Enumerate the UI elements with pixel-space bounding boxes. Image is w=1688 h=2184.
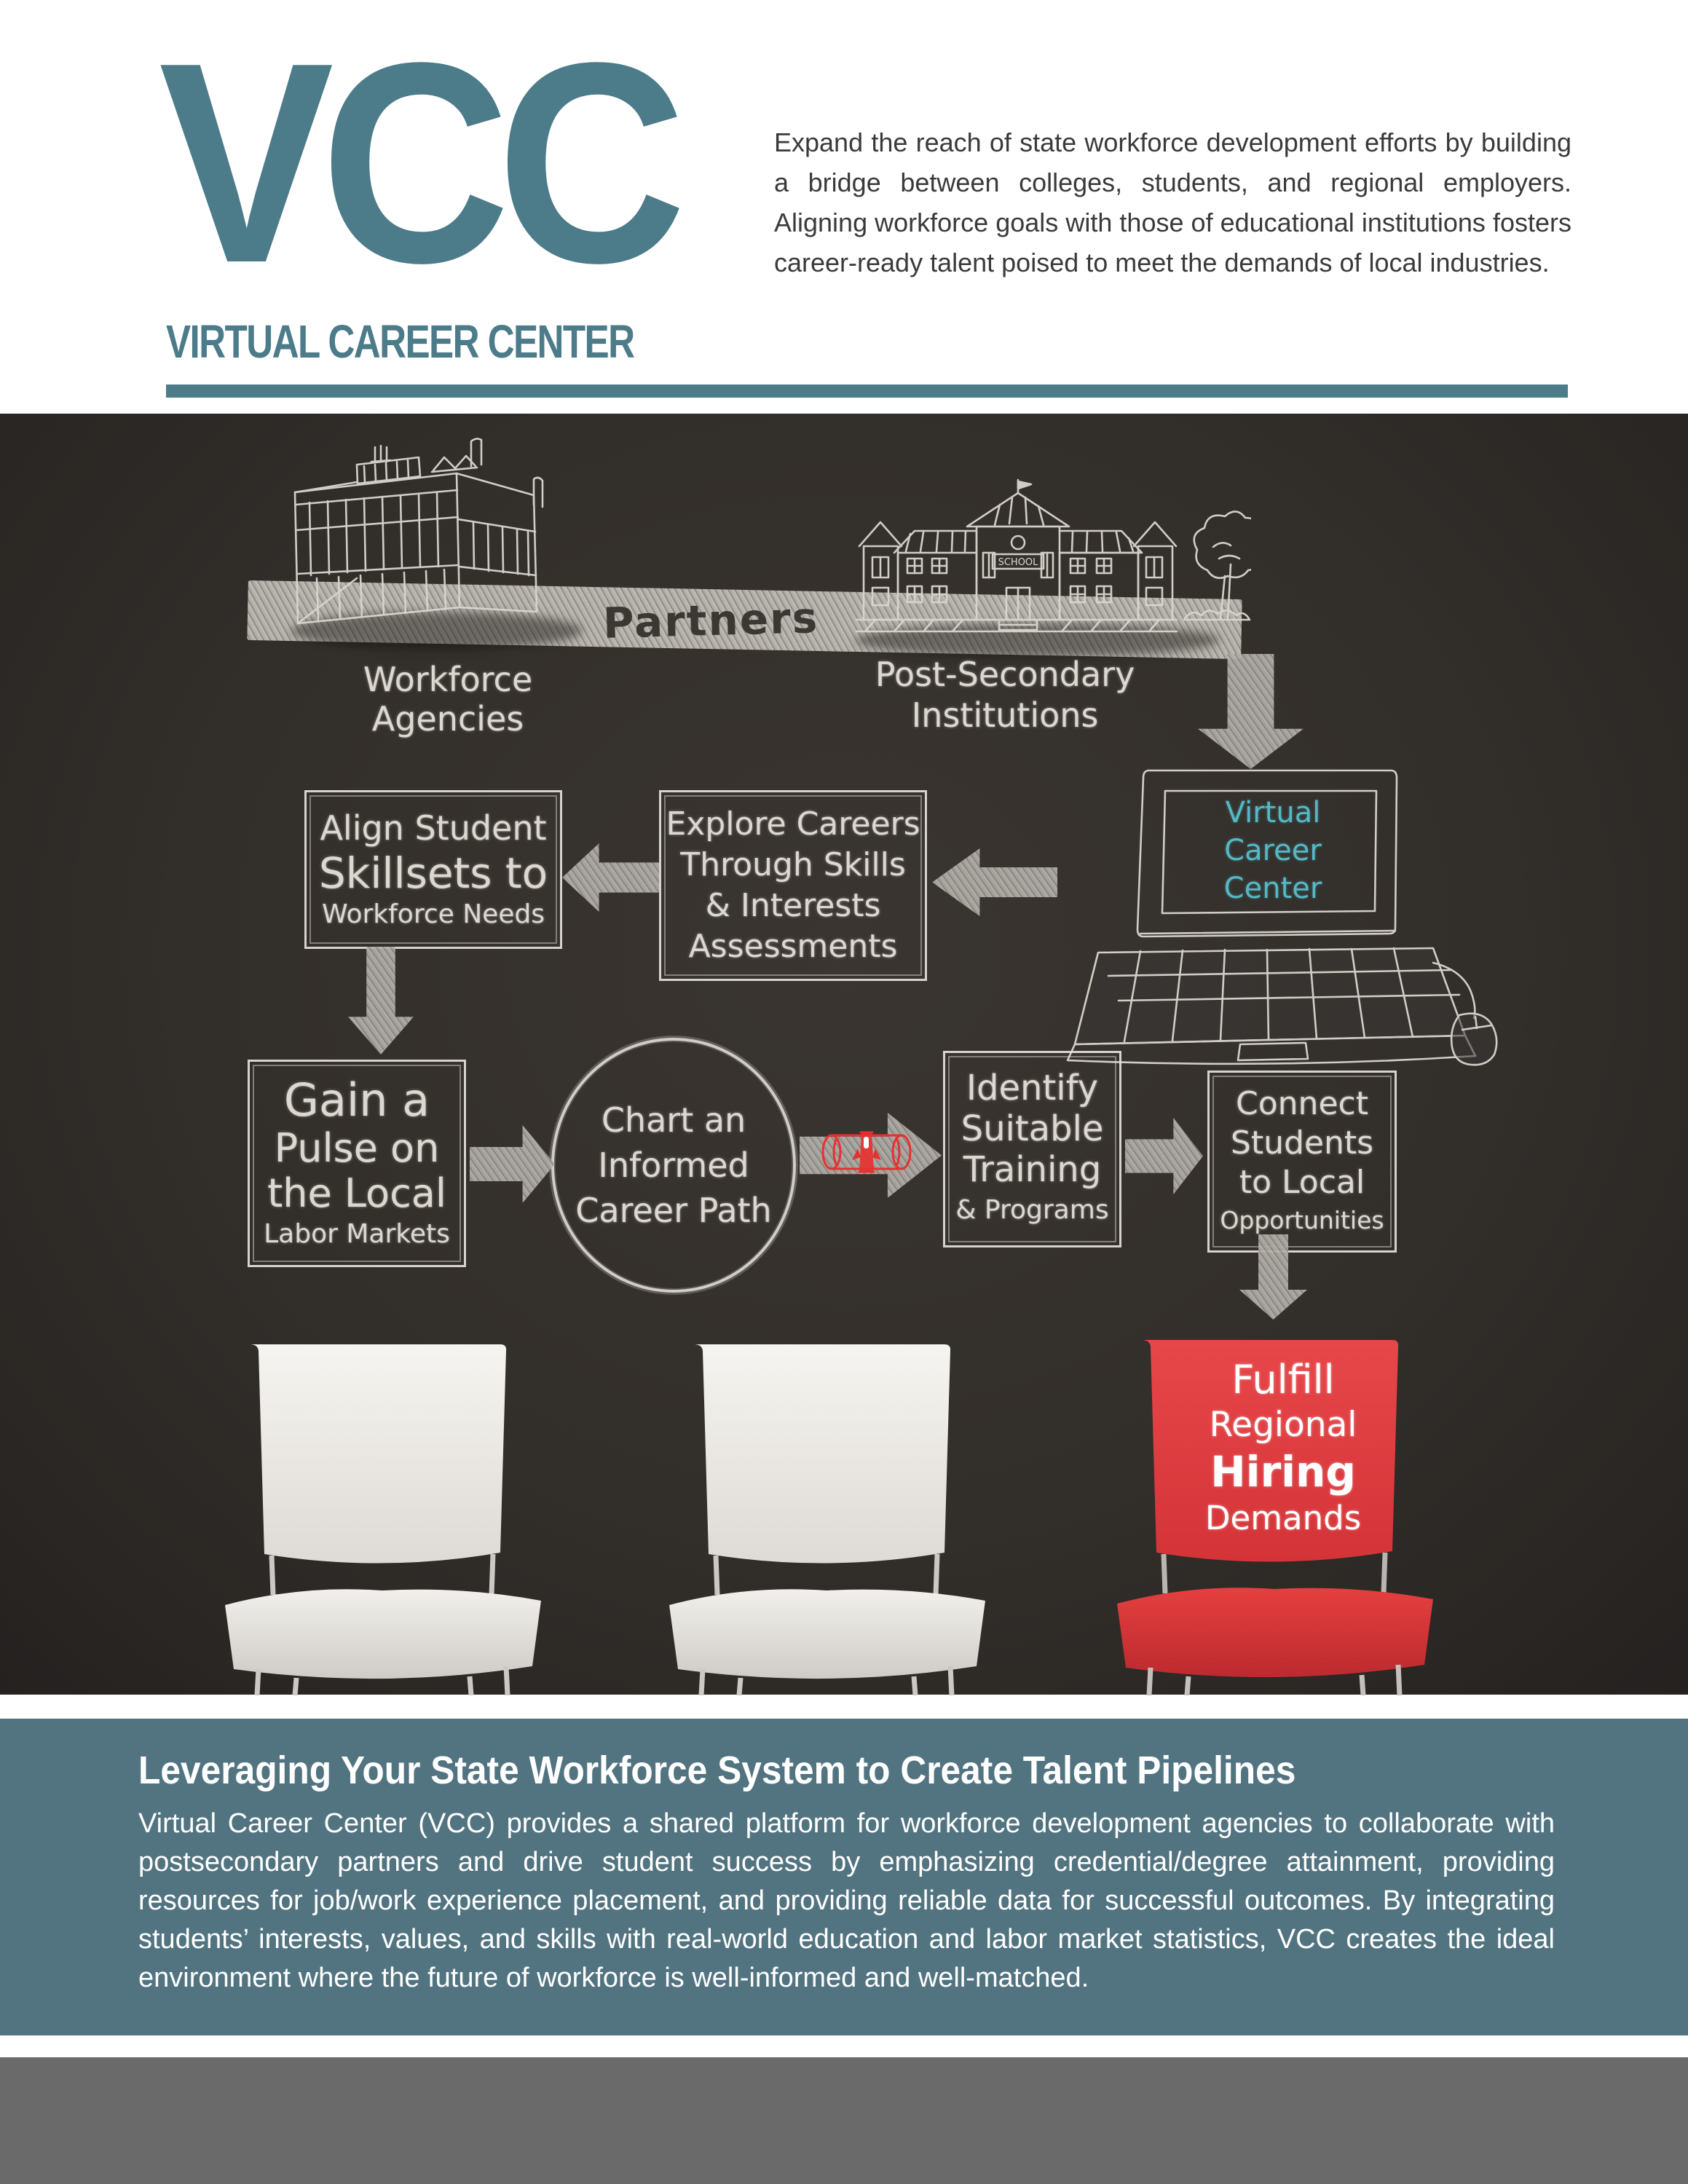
arrow-identify-to-connect (1125, 1118, 1203, 1194)
align-line3: Workforce Needs (321, 899, 545, 929)
gain-line1: Gain a (283, 1073, 430, 1127)
laptop-screen-line1: Virtual (1225, 796, 1321, 829)
red-chair-label (1145, 1357, 1421, 1540)
gain-line2: Pulse on (274, 1124, 440, 1171)
arrow-align-to-gain (348, 947, 414, 1054)
gain-line3: the Local (267, 1170, 446, 1216)
post-secondary-label (837, 654, 1172, 736)
laptop-screen-line3: Center (1223, 872, 1322, 905)
school-sign-text: SCHOOL (998, 557, 1038, 568)
partners-label: Partners (602, 593, 820, 648)
school-building-icon (843, 477, 1251, 641)
explore-line1: Explore Careers (666, 805, 920, 843)
white-chair-left (215, 1337, 550, 1695)
laptop-screen-label (1165, 794, 1381, 907)
align-box (304, 790, 562, 949)
workforce-agencies-label (313, 660, 583, 738)
laptop-screen-line2: Career (1224, 834, 1322, 867)
summary-heading-text: Leveraging Your State Workforce System to Create Talent Pipelines (138, 1749, 1296, 1792)
chart-line3: Career Path (575, 1191, 772, 1230)
diploma-icon (816, 1118, 918, 1187)
chart-line2: Informed (598, 1146, 749, 1185)
explore-line4: Assessments (688, 928, 898, 965)
workforce-agencies-line1: Workforce (363, 660, 533, 699)
red-chair-line4: Demands (1204, 1499, 1362, 1537)
red-chair-line2: Regional (1209, 1405, 1357, 1445)
white-chair-middle (659, 1337, 994, 1695)
connect-line1: Connect (1236, 1085, 1368, 1122)
connect-box (1207, 1071, 1397, 1253)
chalkboard-photo (0, 414, 1688, 1695)
workforce-agencies-line2: Agencies (371, 699, 524, 738)
connect-line4: Opportunities (1220, 1206, 1384, 1234)
chart-circle (551, 1038, 796, 1293)
partners-down-arrow (1198, 654, 1304, 769)
explore-line3: & Interests (705, 887, 881, 924)
vcc-logo: VCC (159, 4, 674, 323)
summary-heading (138, 1748, 1397, 1793)
office-building-icon (288, 435, 586, 647)
post-secondary-line2: Institutions (911, 695, 1099, 735)
explore-line2: Through Skills (680, 846, 906, 883)
intro-paragraph: Expand the reach of state workforce development efforts by building a bridge between colleges, students, and regional employers. Aligning workforce goals with those of educational institutions fosters career-ready talent poised to meet the demands of local industries. (774, 127, 1571, 277)
arrow-laptop-to-explore (932, 848, 1057, 916)
logo-subtitle: VIRTUAL CAREER CENTER (166, 315, 634, 368)
identify-line3: Training (963, 1149, 1102, 1190)
align-line2: Skillsets to (318, 848, 548, 898)
footer-gray-bar (0, 2057, 1688, 2184)
header-divider-bar (166, 385, 1568, 398)
chart-line1: Chart an (601, 1100, 746, 1140)
arrow-gain-to-chart (470, 1125, 555, 1203)
arrow-explore-to-align (562, 843, 659, 912)
red-chair-line1: Fulfill (1231, 1357, 1335, 1403)
align-line1: Align Student (320, 808, 547, 848)
explore-box (659, 790, 927, 981)
connect-line2: Students (1230, 1124, 1374, 1162)
identify-line1: Identify (966, 1068, 1099, 1108)
identify-line4: & Programs (955, 1195, 1109, 1225)
gain-box (248, 1060, 466, 1267)
summary-paragraph: Virtual Career Center (VCC) provides a shared platform for workforce development agencies to collaborate with postsecondary partners and drive student success by emphasizing credential/degree attainment, providing resources for job/work experience placement, and providing reliable data for successful outcomes. By integrating students’ interests, values, and skills with real-world education and labor market statistics, VCC creates the ideal environment where the future of workforce is well-informed and well-matched. (138, 1808, 1555, 1993)
post-secondary-line1: Post-Secondary (875, 655, 1135, 694)
red-chair-line3: Hiring (1210, 1447, 1356, 1497)
gain-line4: Labor Markets (264, 1218, 450, 1249)
connect-line3: to Local (1239, 1164, 1365, 1201)
identify-line2: Suitable (961, 1108, 1104, 1149)
identify-box (943, 1051, 1121, 1247)
